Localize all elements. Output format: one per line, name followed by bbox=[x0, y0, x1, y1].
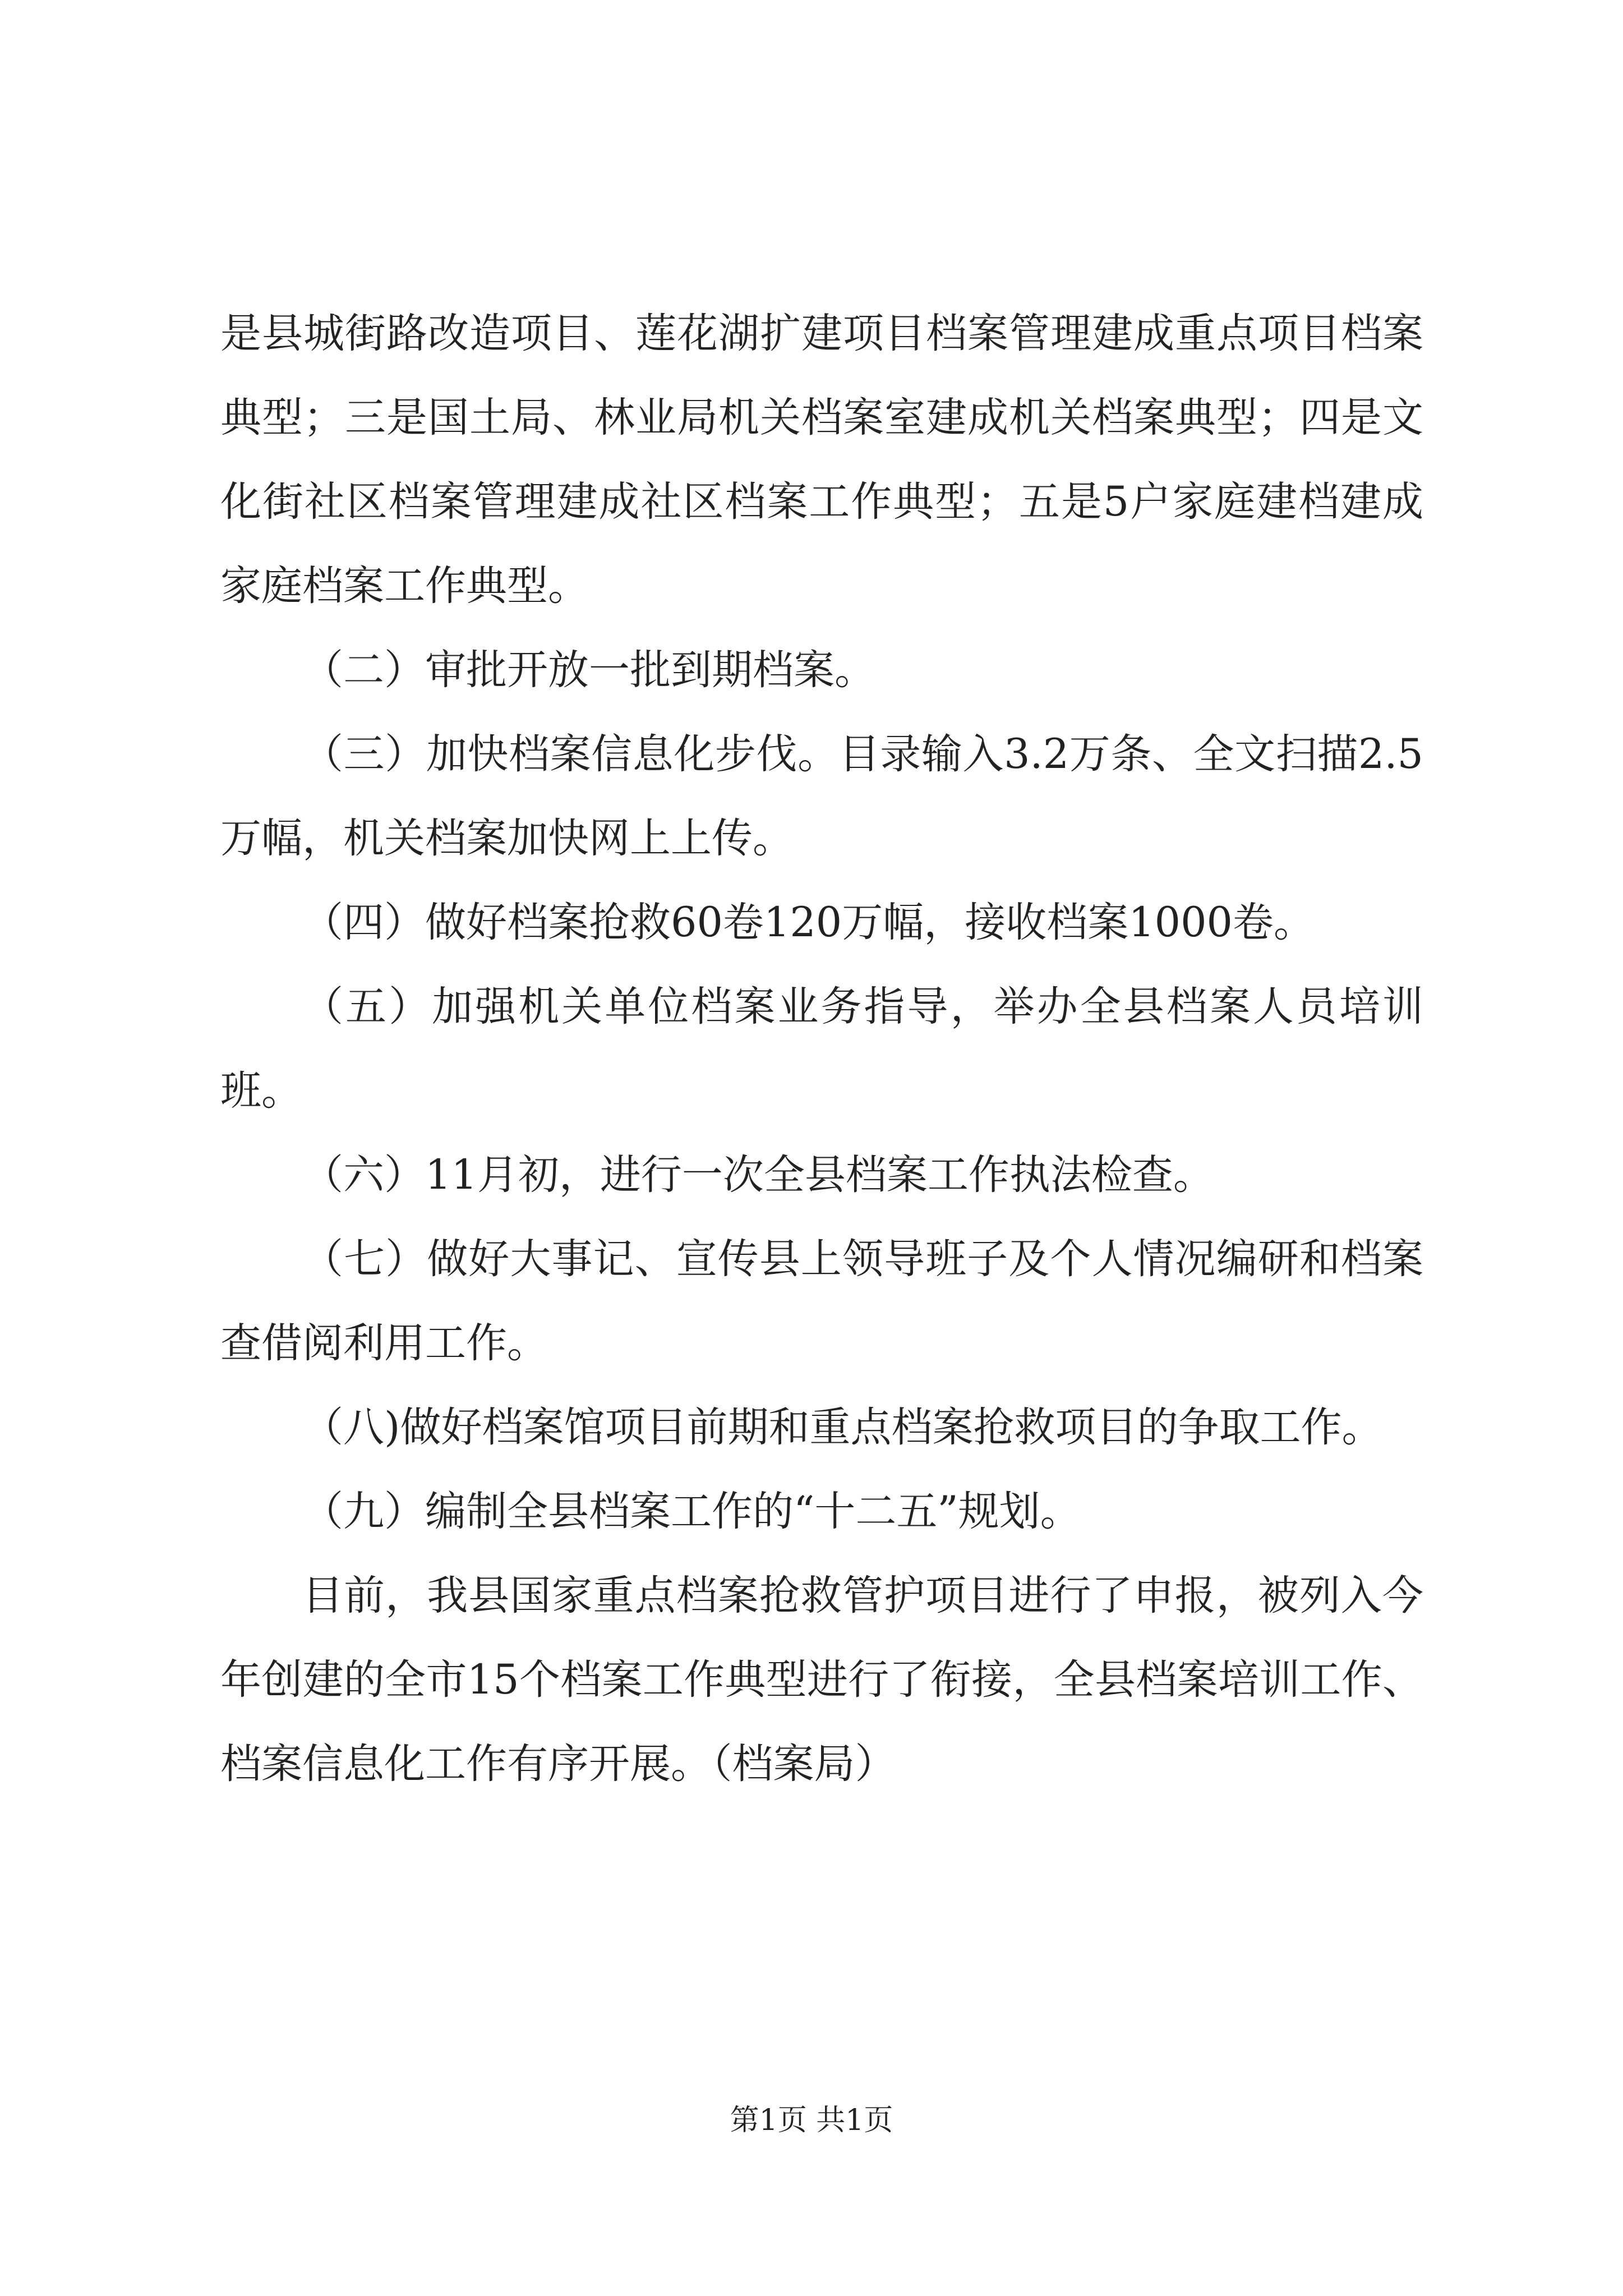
paragraph-item-2: （二）审批开放一批到期档案。 bbox=[302, 646, 875, 694]
paragraph-item-6: （六）11月初，进行一次全县档案工作执法检查。 bbox=[302, 1151, 1214, 1199]
page-footer: 第1页 共1页 bbox=[730, 2104, 893, 2137]
paragraph-item-4: （四）做好档案抢救60卷120万幅，接收档案1000卷。 bbox=[302, 899, 1315, 946]
paragraph-continuation: 是县城街路改造项目、莲花湖扩建项目档案管理建成重点项目档案典型；三是国土局、林业局机关档案室建成机关档案典型；四是文化街社区档案管理建成社区档案工作典型；五是5户家庭建档建成家庭档案工作典型。 bbox=[220, 310, 1423, 610]
paragraph-item-8: （八)做好档案馆项目前期和重点档案抢救项目的争取工作。 bbox=[302, 1404, 1383, 1451]
paragraph-item-7: （七）做好大事记、宣传县上领导班子及个人情况编研和档案查借阅利用工作。 bbox=[220, 1235, 1423, 1367]
paragraph-item-9: （九）编制全县档案工作的“十二五”规划。 bbox=[302, 1488, 1081, 1535]
paragraph-summary: 目前，我县国家重点档案抢救管护项目进行了申报，被列入今年创建的全市15个档案工作典型进行了衔接，全县档案培训工作、档案信息化工作有序开展。（档案局） bbox=[220, 1572, 1423, 1788]
paragraph-item-5: （五）加强机关单位档案业务指导，举办全县档案人员培训班。 bbox=[220, 983, 1423, 1115]
paragraph-item-3: （三）加快档案信息化步伐。目录输入3.2万条、全文扫描2.5万幅，机关档案加快网上上传。 bbox=[220, 730, 1423, 862]
document-body bbox=[220, 292, 1423, 1806]
